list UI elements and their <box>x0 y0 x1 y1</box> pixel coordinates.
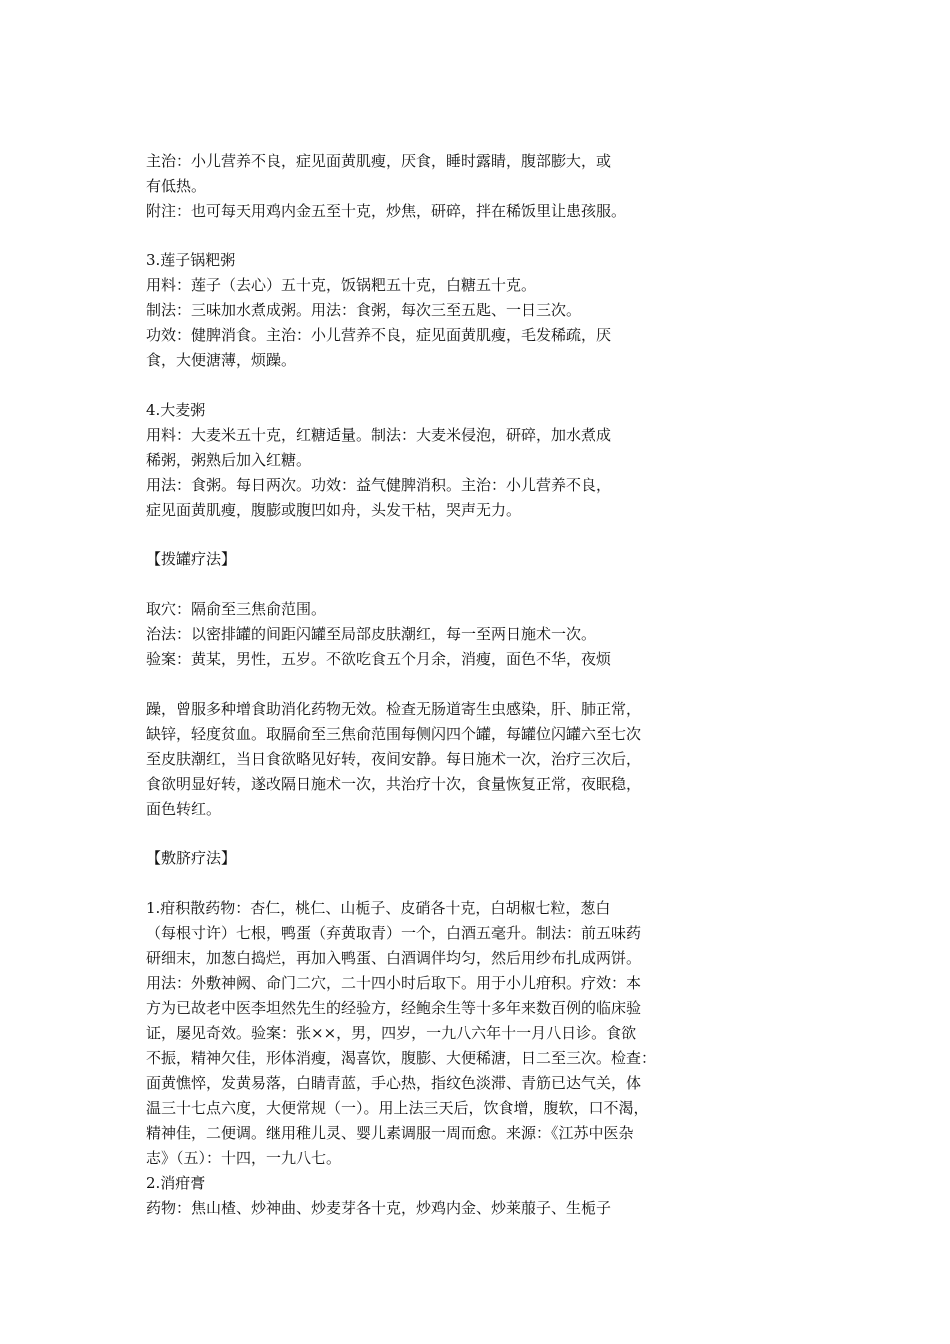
cupping-case-line-2: 躁，曾服多种增食助消化药物无效。检查无肠道寄生虫感染，肝、肺正常， <box>146 700 642 718</box>
navel-recipe-1-line-3: 研细末，加葱白捣烂，再加入鸭蛋、白酒调伴均匀，然后用纱布扎成两饼。 <box>146 949 642 967</box>
navel-recipe-1-line-5: 方为已故老中医李坦然先生的经验方，经鲍余生等十多年来数百例的临床验 <box>146 999 642 1017</box>
navel-recipe-1-line-8: 面黄憔悴，发黄易落，白睛青蓝，手心热，指纹色淡滞、青筋已达气关，体 <box>146 1074 642 1092</box>
navel-recipe-1-line-11: 志》（五）：十四，一九八七。 <box>146 1149 342 1167</box>
cupping-case-line-4: 至皮肤潮红，当日食欲略见好转，夜间安静。每日施术一次，治疗三次后， <box>146 750 642 768</box>
cupping-treatment: 治法：以密排罐的间距闪罐至局部皮肤潮红，每一至两日施术一次。 <box>146 625 597 643</box>
recipe-4-title: 4.大麦粥 <box>146 401 206 419</box>
navel-recipe-2-title: 2.消疳膏 <box>146 1174 206 1192</box>
cupping-case-line-6: 面色转红。 <box>146 800 222 818</box>
recipe-3-effect-line-1: 功效：健脾消食。主治：小儿营养不良，症见面黄肌瘦，毛发稀疏，厌 <box>146 326 612 344</box>
cupping-acupoints: 取穴：隔俞至三焦俞范围。 <box>146 600 327 618</box>
recipe-3-effect-line-2: 食，大便溏薄，烦躁。 <box>146 351 297 369</box>
navel-recipe-1-line-7: 不振，精神欠佳，形体消瘦，渴喜饮，腹膨、大便稀溏，日二至三次。检查： <box>146 1049 657 1067</box>
navel-recipe-1-line-6: 证，屡见奇效。验案：张××，男，四岁，一九八六年十一月八日诊。食欲 <box>146 1024 637 1042</box>
recipe-3-title: 3.莲子锅粑粥 <box>146 251 236 269</box>
cupping-case-line-5: 食欲明显好转，遂改隔日施术一次，共治疗十次，食量恢复正常，夜眠稳， <box>146 775 642 793</box>
cupping-case-line-3: 缺锌，轻度贫血。取膈俞至三焦俞范围每侧闪四个罐，每罐位闪罐六至七次 <box>146 725 642 743</box>
recipe-3-ingredients: 用料：莲子（去心）五十克，饭锅粑五十克，白糖五十克。 <box>146 276 537 294</box>
recipe-4-line-4: 症见面黄肌瘦，腹膨或腹凹如舟，头发干枯，哭声无力。 <box>146 501 522 519</box>
diet-indications-line-1: 主治：小儿营养不良，症见面黄肌瘦，厌食，睡时露睛，腹部膨大，或 <box>146 152 612 170</box>
navel-recipe-1-line-2: （每根寸许）七根，鸭蛋（弃黄取青）一个，白酒五毫升。制法：前五味药 <box>146 924 642 942</box>
recipe-4-line-3: 用法：食粥。每日两次。功效：益气健脾消积。主治：小儿营养不良， <box>146 476 612 494</box>
cupping-case-line-1: 验案：黄某，男性，五岁。不欲吃食五个月余，消瘦，面色不华，夜烦 <box>146 650 612 668</box>
navel-recipe-1-line-1: 1.疳积散药物：杏仁，桃仁、山栀子、皮硝各十克，白胡椒七粒，葱白 <box>146 899 611 917</box>
navel-recipe-2-line-1: 药物：焦山楂、炒神曲、炒麦芽各十克，炒鸡内金、炒莱菔子、生栀子 <box>146 1199 612 1217</box>
diet-indications-line-2: 有低热。 <box>146 177 207 195</box>
navel-recipe-1-line-10: 精神佳，二便调。继用稚儿灵、婴儿素调服一周而愈。来源：《江苏中医杂 <box>146 1124 634 1142</box>
cupping-therapy-heading: 【拨罐疗法】 <box>146 550 237 568</box>
recipe-4-line-2: 稀粥，粥熟后加入红糖。 <box>146 451 312 469</box>
recipe-4-line-1: 用料：大麦米五十克，红糖适量。制法：大麦米侵泡，研碎，加水煮成 <box>146 426 612 444</box>
navel-recipe-1-line-4: 用法：外敷神阙、命门二穴，二十四小时后取下。用于小儿疳积。疗效：本 <box>146 974 642 992</box>
diet-note: 附注：也可每天用鸡内金五至十克，炒焦，研碎，拌在稀饭里让患孩服。 <box>146 202 627 220</box>
navel-recipe-1-line-9: 温三十七点六度，大便常规（一）。用上法三天后，饮食增，腹软，口不渴， <box>146 1099 649 1117</box>
recipe-3-method: 制法：三味加水煮成粥。用法：食粥，每次三至五匙、一日三次。 <box>146 301 582 319</box>
navel-therapy-heading: 【敷脐疗法】 <box>146 849 237 867</box>
